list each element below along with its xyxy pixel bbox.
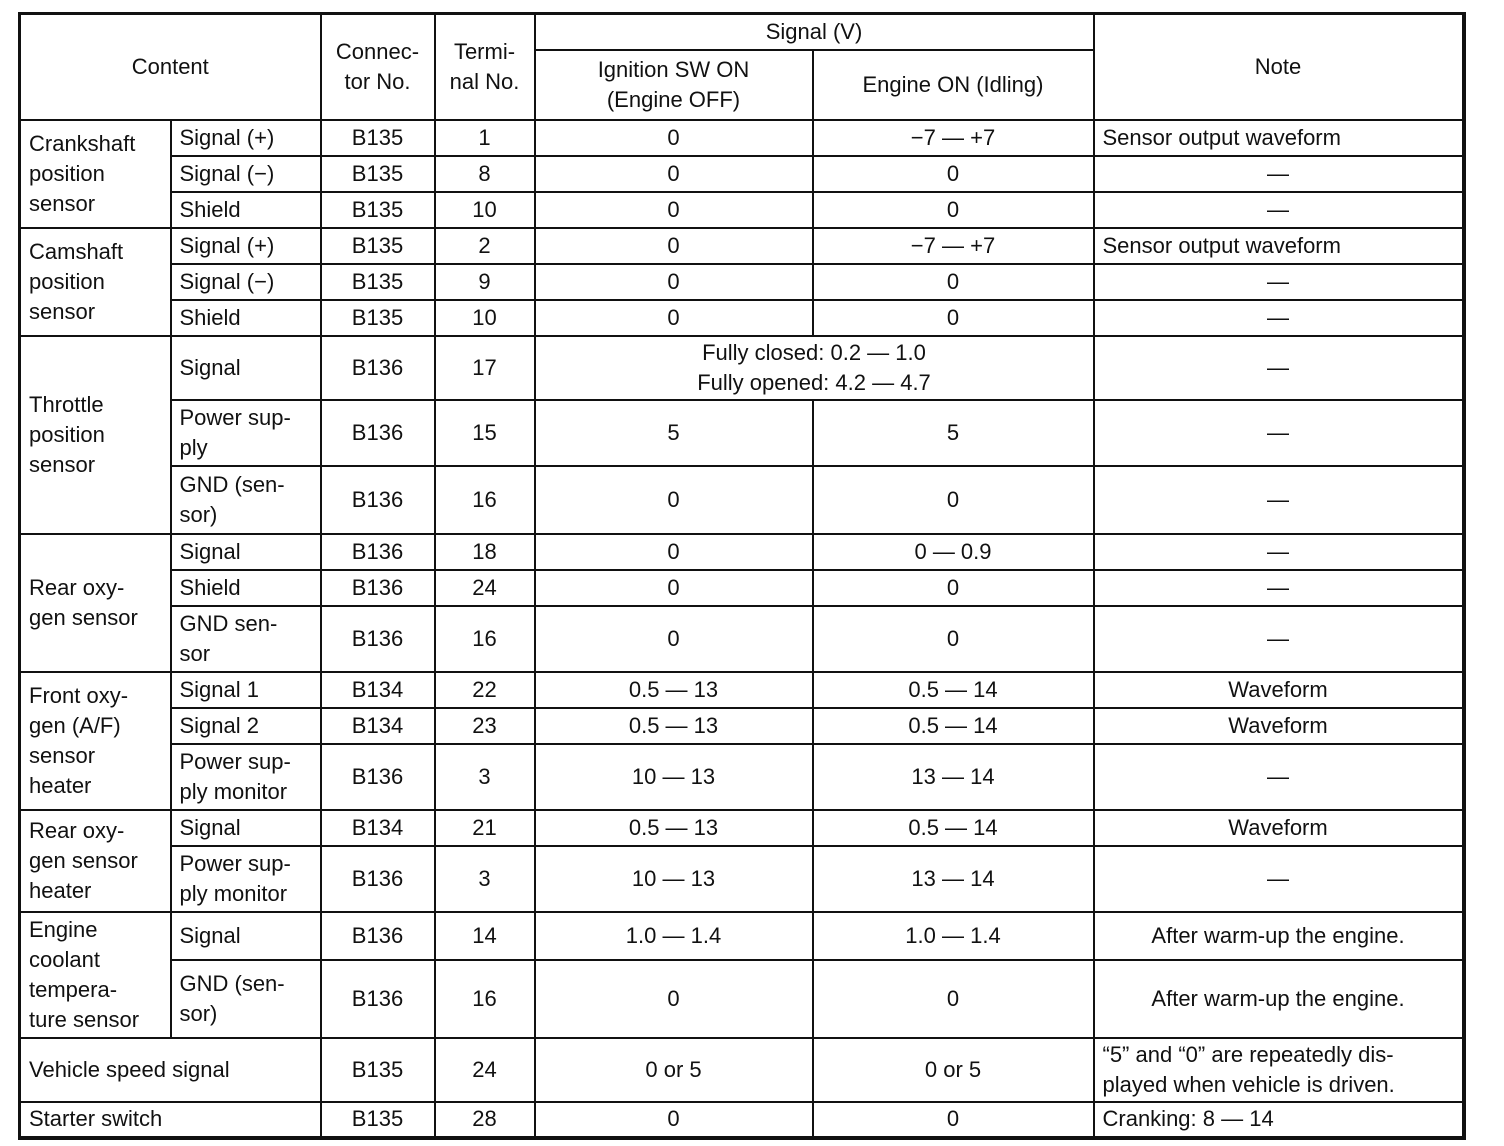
- engine-cell: −7 — +7: [813, 120, 1094, 156]
- connector-cell: B136: [321, 466, 435, 534]
- header-content: Content: [20, 14, 321, 120]
- header-connector-line-1: Connec-: [335, 38, 420, 64]
- engine-cell: 0: [813, 264, 1094, 300]
- engine-cell: 0: [813, 570, 1094, 606]
- table-row: [20, 708, 1464, 744]
- engine-cell: 0: [813, 300, 1094, 336]
- crank-label-line-3: sensor: [29, 190, 96, 216]
- note-cell: [1094, 1038, 1464, 1102]
- front-o2-label-line-2: gen (A/F): [29, 712, 121, 738]
- ignition-cell: 0: [535, 264, 813, 300]
- note-cell: —: [1094, 606, 1464, 672]
- header-terminal: [435, 14, 535, 120]
- header-ignition: [535, 50, 813, 120]
- note-cell: Waveform: [1094, 708, 1464, 744]
- table-row: [20, 570, 1464, 606]
- terminal-cell: 9: [435, 264, 535, 300]
- group-label-crankshaft: [20, 120, 171, 228]
- rear-heater-label-line-2: gen sensor: [29, 847, 138, 873]
- item-cell: Signal (−): [171, 264, 321, 300]
- terminal-cell: 28: [435, 1102, 535, 1138]
- table-row: [20, 606, 1464, 672]
- connector-cell: B135: [321, 228, 435, 264]
- item-cell: [171, 466, 321, 534]
- note-cell: Cranking: 8 — 14: [1094, 1102, 1464, 1138]
- engine-cell: 0: [813, 156, 1094, 192]
- fully-opened-value: Fully opened: 4.2 — 4.7: [697, 369, 931, 395]
- terminal-cell: 10: [435, 192, 535, 228]
- item-line-1: Power sup-: [179, 748, 291, 774]
- engine-cell: 13 — 14: [813, 744, 1094, 810]
- table-row: [20, 156, 1464, 192]
- note-cell: Waveform: [1094, 810, 1464, 846]
- ignition-cell: 10 — 13: [535, 846, 813, 912]
- ignition-cell: 1.0 — 1.4: [535, 912, 813, 960]
- group-label-camshaft: [20, 228, 171, 336]
- terminal-cell: 17: [435, 336, 535, 400]
- group-label-rear-oxygen: [20, 534, 171, 672]
- note-cell: —: [1094, 570, 1464, 606]
- item-cell: Shield: [171, 192, 321, 228]
- note-line-2: played when vehicle is driven.: [1102, 1071, 1395, 1097]
- item-cell: Signal 1: [171, 672, 321, 708]
- connector-cell: B136: [321, 534, 435, 570]
- ignition-cell: 5: [535, 400, 813, 466]
- ignition-cell: 0: [535, 960, 813, 1038]
- connector-cell: B136: [321, 606, 435, 672]
- table-row: [20, 1102, 1464, 1138]
- item-cell: [171, 960, 321, 1038]
- engine-cell: 0.5 — 14: [813, 810, 1094, 846]
- starter-switch-label: Starter switch: [20, 1102, 321, 1138]
- rear-heater-label-line-1: Rear oxy-: [29, 817, 125, 843]
- connector-cell: B134: [321, 810, 435, 846]
- engine-cell: 0: [813, 192, 1094, 228]
- terminal-cell: 24: [435, 570, 535, 606]
- rear-o2-label-line-2: gen sensor: [29, 604, 138, 630]
- item-line-1: Power sup-: [179, 850, 291, 876]
- connector-cell: B136: [321, 744, 435, 810]
- item-cell: Signal: [171, 336, 321, 400]
- table-row: [20, 264, 1464, 300]
- ignition-cell: 0: [535, 300, 813, 336]
- group-label-coolant: [20, 912, 171, 1038]
- terminal-cell: 15: [435, 400, 535, 466]
- coolant-label-line-2: coolant: [29, 946, 100, 972]
- ignition-cell: 0.5 — 13: [535, 810, 813, 846]
- terminal-cell: 24: [435, 1038, 535, 1102]
- ignition-cell: 0: [535, 466, 813, 534]
- front-o2-label-line-1: Front oxy-: [29, 682, 129, 708]
- engine-cell: 0.5 — 14: [813, 672, 1094, 708]
- table-row: [20, 846, 1464, 912]
- header-signal-group: Signal (V): [535, 14, 1094, 50]
- engine-cell: 0: [813, 960, 1094, 1038]
- front-o2-label-line-4: heater: [29, 772, 92, 798]
- coolant-label-line-4: ture sensor: [29, 1006, 140, 1032]
- table-row: [20, 336, 1464, 400]
- terminal-cell: 16: [435, 466, 535, 534]
- item-cell: Signal: [171, 534, 321, 570]
- table-row: [20, 300, 1464, 336]
- header-terminal-line-2: nal No.: [449, 68, 520, 94]
- table-row: [20, 672, 1464, 708]
- engine-cell: 0: [813, 606, 1094, 672]
- terminal-cell: 16: [435, 606, 535, 672]
- engine-cell: 0 — 0.9: [813, 534, 1094, 570]
- note-cell: —: [1094, 400, 1464, 466]
- connector-cell: B136: [321, 336, 435, 400]
- table-row: [20, 810, 1464, 846]
- terminal-cell: 10: [435, 300, 535, 336]
- connector-cell: B135: [321, 264, 435, 300]
- ignition-cell: 0: [535, 570, 813, 606]
- connector-cell: B136: [321, 846, 435, 912]
- connector-cell: B135: [321, 156, 435, 192]
- front-o2-label-line-3: sensor: [29, 742, 96, 768]
- connector-cell: B135: [321, 1038, 435, 1102]
- table-row: [20, 744, 1464, 810]
- connector-cell: B136: [321, 912, 435, 960]
- terminal-cell: 2: [435, 228, 535, 264]
- coolant-label-line-3: tempera-: [29, 976, 118, 1002]
- connector-cell: B135: [321, 300, 435, 336]
- item-cell: [171, 606, 321, 672]
- note-cell: After warm-up the engine.: [1094, 960, 1464, 1038]
- terminal-cell: 18: [435, 534, 535, 570]
- engine-cell: −7 — +7: [813, 228, 1094, 264]
- group-label-rear-oxygen-heater: [20, 810, 171, 912]
- crank-label-line-2: position: [29, 160, 105, 186]
- engine-cell: 0: [813, 1102, 1094, 1138]
- cam-label-line-1: Camshaft: [29, 238, 124, 264]
- note-cell: —: [1094, 264, 1464, 300]
- item-line-2: sor): [179, 1000, 218, 1026]
- connector-cell: B136: [321, 400, 435, 466]
- item-cell: [171, 846, 321, 912]
- item-line-2: ply monitor: [179, 880, 288, 906]
- signal-table: [18, 12, 1466, 1140]
- note-cell: Sensor output waveform: [1094, 228, 1464, 264]
- item-cell: [171, 400, 321, 466]
- ignition-cell: 0: [535, 120, 813, 156]
- engine-cell: 0 or 5: [813, 1038, 1094, 1102]
- item-line-2: ply: [179, 434, 208, 460]
- cam-label-line-3: sensor: [29, 298, 96, 324]
- note-line-1: “5” and “0” are repeatedly dis-: [1102, 1041, 1394, 1067]
- item-line-2: ply monitor: [179, 778, 288, 804]
- note-cell: —: [1094, 336, 1464, 400]
- terminal-cell: 14: [435, 912, 535, 960]
- connector-cell: B134: [321, 708, 435, 744]
- item-line-1: GND sen-: [179, 610, 278, 636]
- header-engine-on: Engine ON (Idling): [813, 50, 1094, 120]
- item-cell: [171, 744, 321, 810]
- throttle-label-line-1: Throttle: [29, 391, 104, 417]
- table-row: [20, 120, 1464, 156]
- engine-cell: 0: [813, 466, 1094, 534]
- engine-cell: 0.5 — 14: [813, 708, 1094, 744]
- header-connector-line-2: tor No.: [344, 68, 411, 94]
- note-cell: —: [1094, 466, 1464, 534]
- cam-label-line-2: position: [29, 268, 105, 294]
- note-cell: —: [1094, 300, 1464, 336]
- terminal-cell: 3: [435, 744, 535, 810]
- note-cell: —: [1094, 192, 1464, 228]
- connector-cell: B136: [321, 960, 435, 1038]
- item-cell: Signal (+): [171, 228, 321, 264]
- ignition-cell: 0: [535, 192, 813, 228]
- item-cell: Signal: [171, 810, 321, 846]
- header-ignition-line-2: (Engine OFF): [606, 86, 741, 112]
- item-cell: Signal (−): [171, 156, 321, 192]
- terminal-cell: 1: [435, 120, 535, 156]
- item-line-1: Power sup-: [179, 404, 291, 430]
- ignition-cell: 0.5 — 13: [535, 672, 813, 708]
- ignition-cell: 0: [535, 156, 813, 192]
- table-row: [20, 534, 1464, 570]
- item-line-2: sor): [179, 501, 218, 527]
- coolant-label-line-1: Engine: [29, 916, 98, 942]
- item-line-2: sor: [179, 640, 211, 666]
- connector-cell: B135: [321, 120, 435, 156]
- connector-cell: B136: [321, 570, 435, 606]
- engine-cell: 1.0 — 1.4: [813, 912, 1094, 960]
- item-cell: Signal: [171, 912, 321, 960]
- throttle-label-line-3: sensor: [29, 451, 96, 477]
- rear-heater-label-line-3: heater: [29, 877, 92, 903]
- table-row: [20, 228, 1464, 264]
- note-cell: —: [1094, 156, 1464, 192]
- vehicle-speed-label: Vehicle speed signal: [20, 1038, 321, 1102]
- note-cell: —: [1094, 534, 1464, 570]
- ignition-cell: 0.5 — 13: [535, 708, 813, 744]
- item-cell: Shield: [171, 300, 321, 336]
- combined-signal-cell: [535, 336, 1094, 400]
- group-label-front-oxygen-heater: [20, 672, 171, 810]
- item-line-1: GND (sen-: [179, 471, 285, 497]
- ignition-cell: 0 or 5: [535, 1038, 813, 1102]
- note-cell: Sensor output waveform: [1094, 120, 1464, 156]
- note-cell: —: [1094, 846, 1464, 912]
- terminal-cell: 23: [435, 708, 535, 744]
- connector-cell: B134: [321, 672, 435, 708]
- engine-cell: 13 — 14: [813, 846, 1094, 912]
- rear-o2-label-line-1: Rear oxy-: [29, 574, 125, 600]
- connector-cell: B135: [321, 1102, 435, 1138]
- item-cell: Signal (+): [171, 120, 321, 156]
- terminal-cell: 3: [435, 846, 535, 912]
- header-ignition-line-1: Ignition SW ON: [597, 56, 750, 82]
- item-cell: Signal 2: [171, 708, 321, 744]
- table-row: [20, 1038, 1464, 1102]
- crank-label-line-1: Crankshaft: [29, 130, 136, 156]
- table-row: [20, 912, 1464, 960]
- ignition-cell: 0: [535, 606, 813, 672]
- engine-cell: 5: [813, 400, 1094, 466]
- note-cell: After warm-up the engine.: [1094, 912, 1464, 960]
- connector-cell: B135: [321, 192, 435, 228]
- note-cell: Waveform: [1094, 672, 1464, 708]
- terminal-cell: 21: [435, 810, 535, 846]
- item-cell: Shield: [171, 570, 321, 606]
- header-connector: [321, 14, 435, 120]
- ignition-cell: 10 — 13: [535, 744, 813, 810]
- ignition-cell: 0: [535, 228, 813, 264]
- table-row: [20, 192, 1464, 228]
- table-row: [20, 960, 1464, 1038]
- terminal-cell: 22: [435, 672, 535, 708]
- header-terminal-line-1: Termi-: [453, 38, 516, 64]
- item-line-1: GND (sen-: [179, 970, 285, 996]
- ignition-cell: 0: [535, 1102, 813, 1138]
- header-note: Note: [1094, 14, 1464, 120]
- terminal-cell: 8: [435, 156, 535, 192]
- note-cell: —: [1094, 744, 1464, 810]
- table-row: [20, 466, 1464, 534]
- throttle-label-line-2: position: [29, 421, 105, 447]
- group-label-throttle: [20, 336, 171, 534]
- terminal-cell: 16: [435, 960, 535, 1038]
- ignition-cell: 0: [535, 534, 813, 570]
- fully-closed-value: Fully closed: 0.2 — 1.0: [702, 339, 926, 365]
- table-row: [20, 400, 1464, 466]
